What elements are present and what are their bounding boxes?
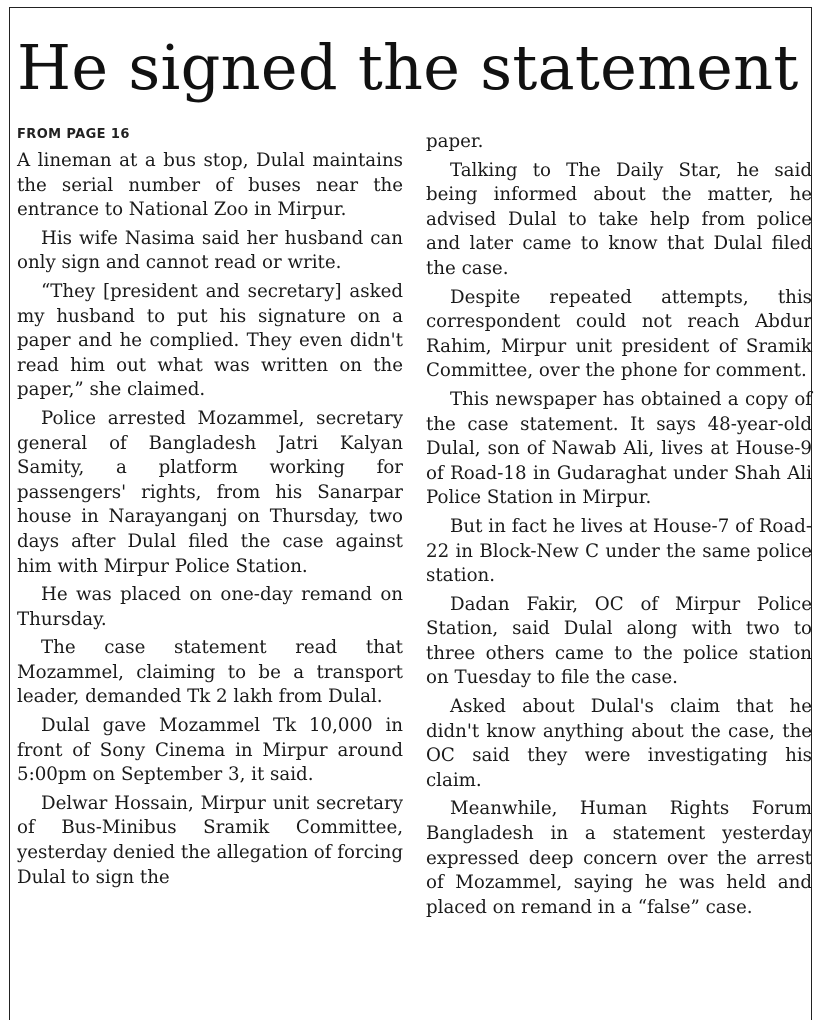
paragraph: “They [president and secretary] asked my husband to put his signature on a paper and he complied. They even didn't read him out what was written on the paper,” she claimed. bbox=[17, 280, 403, 401]
paragraph: A lineman at a bus stop, Dulal maintains the serial number of buses near the entrance to National Zoo in Mirpur. bbox=[17, 150, 403, 221]
headline: He signed the statement bbox=[17, 31, 799, 104]
left-column bbox=[17, 127, 403, 894]
kicker: FROM PAGE 16 bbox=[17, 127, 130, 142]
paragraph: Delwar Hossain, Mirpur unit secretary of Bus-Minibus Sramik Committee, yesterday denied the allegation of forcing Dulal to sign the bbox=[17, 792, 403, 888]
paragraph: Police arrested Mozammel, secretary general of Bangladesh Jatri Kalyan Samity, a platform working for passengers' rights, from his Sanarpar house in Narayanganj on Thursday, two days after Dulal filed the case against him with Mirpur Police Station. bbox=[17, 407, 403, 577]
paragraph: Meanwhile, Human Rights Forum Bangladesh in a statement yesterday expressed deep concern over the arrest of Mozammel, saying he was held and placed on remand in a “false” case. bbox=[426, 798, 812, 918]
paragraph: His wife Nasima said her husband can only sign and cannot read or write. bbox=[17, 227, 403, 274]
paragraph: Talking to The Daily Star, he said being informed about the matter, he advised Dulal to take help from police and later came to know that Dulal filed the case. bbox=[426, 159, 812, 279]
paragraph: Dadan Fakir, OC of Mirpur Police Station, said Dulal along with two to three others came to the police station on Tuesday to file the case. bbox=[426, 593, 812, 689]
paragraph-continuation: paper. bbox=[426, 131, 484, 152]
paragraph: Asked about Dulal's claim that he didn't know anything about the case, the OC said they were investigating his claim. bbox=[426, 696, 812, 791]
paragraph: He was placed on one-day remand on Thursday. bbox=[17, 584, 403, 630]
paragraph: But in fact he lives at House-7 of Road-22 in Block-New C under the same police station. bbox=[426, 515, 812, 587]
paragraph: The case statement read that Mozammel, claiming to be a transport leader, demanded Tk 2 lakh from Dulal. bbox=[17, 637, 403, 708]
paragraph: Dulal gave Mozammel Tk 10,000 in front of Sony Cinema in Mirpur around 5:00pm on September 3, it said. bbox=[17, 715, 403, 786]
paragraph: Despite repeated attempts, this correspondent could not reach Abdur Rahim, Mirpur unit president of Sramik Committee, over the phone for comment. bbox=[426, 286, 812, 382]
right-column bbox=[426, 130, 812, 924]
paragraph: This newspaper has obtained a copy of the case statement. It says 48-year-old Dulal, son of Nawab Ali, lives at House-9 of Road-18 in Gudaraghat under Shah Ali Police Station in Mirpur. bbox=[426, 388, 812, 509]
